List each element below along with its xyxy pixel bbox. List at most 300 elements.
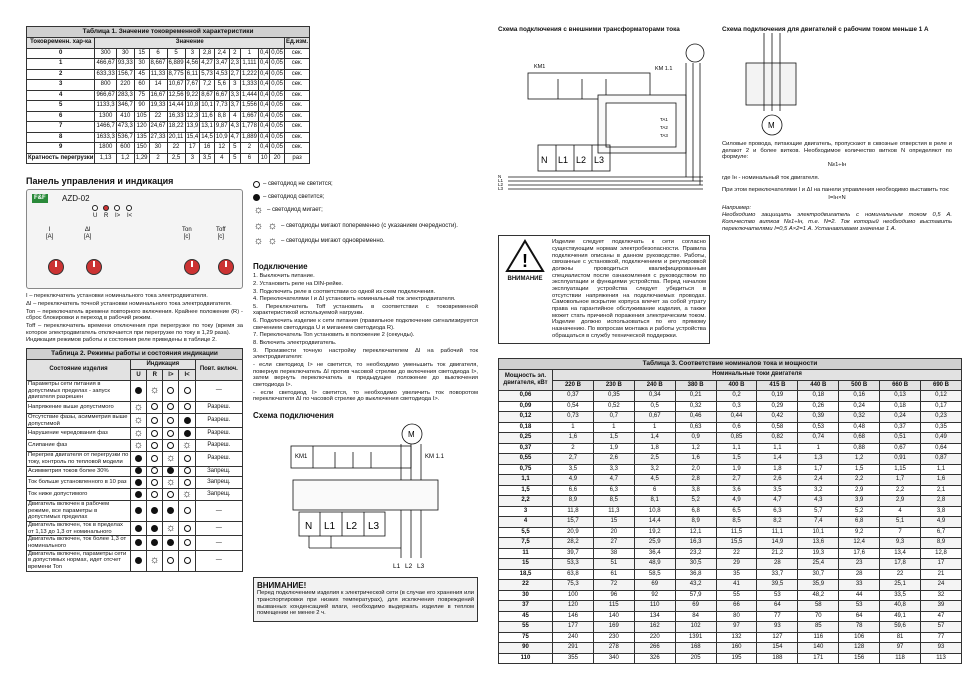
table-cell: 5,7 — [798, 506, 839, 517]
connection-step: 5. Переключатель Toff установить в соответствии с токовременной характеристикой используемой нагрузки. — [253, 303, 478, 317]
legend-text: – светодиод светится; — [263, 194, 325, 201]
table-cell: 2 — [229, 48, 240, 59]
table-cell: 93 — [921, 643, 962, 654]
table-cell: 8,9 — [553, 496, 594, 507]
table-cell: 19,3 — [798, 548, 839, 559]
table-cell: 0,35 — [921, 422, 962, 433]
led-on-icon — [151, 507, 158, 514]
table-cell: 18,5 — [499, 569, 553, 580]
table-cell: 1 — [27, 59, 95, 70]
scheme3-text1: Силовые провода, питающие двигатель, пропускают в сквозные отверстия в реле и делают 2 и более витков. Необходимое количество витков N определяют по формуле: — [722, 141, 952, 161]
scheme1-km: KM1 — [295, 454, 308, 461]
table-cell: 660 В — [880, 380, 921, 391]
table-cell: 0,05 — [270, 59, 285, 70]
table-cell: 3,8 — [675, 485, 716, 496]
table-cell: 0,23 — [921, 412, 962, 423]
scheme2-km: KM1 — [534, 64, 546, 71]
table-cell: 0,05 — [270, 48, 285, 59]
table-cell: 0,88 — [839, 443, 880, 454]
table-cell: 0,16 — [839, 391, 880, 402]
table-row — [499, 611, 962, 622]
table-cell: 24,67 — [149, 122, 167, 133]
table-cell: 110 — [499, 653, 553, 664]
table-cell: 2,5 — [634, 454, 675, 465]
table-cell: 27 — [593, 538, 634, 549]
table-cell: 5,1 — [880, 517, 921, 528]
table-cell: 633,33 — [95, 69, 116, 80]
blinking-led-icon: ☼ — [149, 554, 160, 567]
table-cell: 0,12 — [921, 391, 962, 402]
table-cell: 0,4 — [258, 111, 269, 122]
table-row — [499, 601, 962, 612]
table-cell: 0,4 — [258, 101, 269, 112]
indicator-cell — [147, 501, 163, 522]
table-cell: 45 — [134, 69, 149, 80]
table-cell: сек. — [284, 132, 309, 143]
table-row — [27, 143, 310, 154]
table-row — [27, 501, 243, 522]
table-cell: 1,6 — [553, 433, 594, 444]
indicator-cell — [131, 466, 147, 477]
table-row — [499, 454, 962, 465]
led-on-icon — [135, 387, 142, 394]
table-cell: 0,26 — [798, 401, 839, 412]
table-cell: 5 — [229, 153, 240, 164]
table-cell: 156 — [839, 653, 880, 664]
table-cell: 28 — [839, 569, 880, 580]
indicator-cell — [163, 522, 179, 536]
scheme2-transformers — [660, 117, 668, 138]
table-cell: 6,8 — [839, 517, 880, 528]
table-cell: 32 — [921, 590, 962, 601]
table-cell: 0,05 — [270, 101, 285, 112]
table-cell: 4,3 — [798, 496, 839, 507]
indicator-cell — [147, 380, 163, 401]
scheme3-text — [722, 141, 952, 232]
table-cell: 4,9 — [921, 517, 962, 528]
table-cell: Повт. включ. — [195, 359, 242, 380]
table-cell: 326 — [634, 653, 675, 664]
table-cell: 37 — [499, 601, 553, 612]
legend-row — [253, 204, 478, 217]
table-cell: Таблица 1. Значение токовременной характеристики — [27, 27, 310, 38]
line-label: N — [498, 174, 502, 180]
table-cell: 2,5 — [167, 153, 185, 164]
table-cell: 2,2 — [880, 485, 921, 496]
indicator-cell — [179, 536, 195, 550]
table-cell: 55 — [716, 590, 757, 601]
table-cell: 177 — [553, 622, 594, 633]
table-cell: 2 — [27, 69, 95, 80]
led-on-icon — [167, 507, 174, 514]
table-cell: 0,74 — [798, 433, 839, 444]
table-cell: — — [195, 536, 242, 550]
table-cell: 2,8 — [200, 48, 215, 59]
table-cell: Токовременн. хар-ка — [27, 38, 95, 49]
table-cell: 0,19 — [757, 391, 798, 402]
led-label: R — [104, 213, 109, 220]
scheme1-bottom-labels — [393, 563, 425, 570]
table-cell: 5 — [167, 48, 185, 59]
table-cell: 0,53 — [798, 422, 839, 433]
indicator-cell — [179, 452, 195, 466]
table-cell: 0,18 — [880, 401, 921, 412]
table-cell: 2 — [149, 153, 167, 164]
led-off-icon — [167, 417, 174, 424]
table-cell: 2 — [553, 443, 594, 454]
table-cell: U — [131, 370, 147, 381]
led-on-icon — [184, 430, 191, 437]
table-cell: 61 — [593, 569, 634, 580]
table-row — [27, 111, 310, 122]
table-cell: Параметры сети питания в допустимых пределах - запуск двигателя разрешен — [27, 380, 131, 401]
table-cell: 966,67 — [95, 90, 116, 101]
led-label: I< — [127, 213, 133, 220]
table-cell: 19,2 — [634, 527, 675, 538]
description-line: I – переключатель установки номинального тока электродвигателя. — [26, 293, 208, 300]
connection-step: 8. Включить электродвигатель. — [253, 340, 337, 347]
table-cell: 380 В — [675, 380, 716, 391]
table-cell: 6 — [240, 153, 258, 164]
table-cell: 0,4 — [258, 59, 269, 70]
table-cell: 75,3 — [553, 580, 594, 591]
table-cell: 1,4 — [757, 454, 798, 465]
table-cell: 3,2 — [634, 464, 675, 475]
indicator-cell — [131, 522, 147, 536]
table-cell: 0,5 — [634, 401, 675, 412]
table-cell: 1,6 — [921, 475, 962, 486]
table-row — [27, 48, 310, 59]
table-cell: 0,54 — [553, 401, 594, 412]
table-cell: 4,7 — [229, 132, 240, 143]
table-row — [27, 536, 243, 550]
table-cell: 5,5 — [499, 527, 553, 538]
table-cell: 0,51 — [880, 433, 921, 444]
led-off-icon — [167, 491, 174, 498]
led-off-icon — [184, 557, 191, 564]
table-cell: 0,49 — [921, 433, 962, 444]
table-cell: I< — [179, 370, 195, 381]
indicator-cell — [179, 380, 195, 401]
table-cell: 16,67 — [149, 90, 167, 101]
table-cell: 5,6 — [214, 80, 229, 91]
table-cell: 51 — [593, 559, 634, 570]
table-cell: 0,82 — [757, 433, 798, 444]
table-cell: 3 — [499, 506, 553, 517]
table-cell: 160 — [716, 643, 757, 654]
led-on-icon — [135, 479, 142, 486]
table-cell: 8,9 — [675, 517, 716, 528]
table-cell: 66 — [716, 601, 757, 612]
table-cell: 33,5 — [880, 590, 921, 601]
table-cell: 6,8 — [675, 506, 716, 517]
legend-row — [253, 235, 478, 248]
table-cell: 8,8 — [214, 111, 229, 122]
table-cell: 69 — [634, 580, 675, 591]
table-row — [499, 380, 962, 391]
table-cell: 127 — [757, 632, 798, 643]
table-cell: 22 — [716, 548, 757, 559]
table-row — [499, 580, 962, 591]
line-label: L2 — [498, 182, 504, 188]
blinking-led-icon: ☼ — [133, 414, 144, 427]
table-cell: 1 — [553, 422, 594, 433]
table-row — [27, 440, 243, 452]
table-cell: 0,55 — [499, 454, 553, 465]
indicator-cell — [131, 536, 147, 550]
control-panel-illustration — [26, 189, 243, 289]
table-row — [27, 59, 310, 70]
table-cell: 14,9 — [757, 538, 798, 549]
table-cell: 230 — [593, 632, 634, 643]
table-cell: Индикация — [131, 359, 196, 370]
indicator-cell — [147, 413, 163, 427]
led-on-icon — [135, 539, 142, 546]
knob-label: I [A] — [46, 227, 54, 241]
table-cell: 0,05 — [270, 69, 285, 80]
table-cell: 3,9 — [839, 496, 880, 507]
warning-title: ВНИМАНИЕ! — [257, 581, 307, 591]
indicator-cell — [163, 380, 179, 401]
warning-text: Перед подключением изделия к электрической сети (в случае его хранения или транспортировки при низких температурах), для исключения повреждений вызванных конденсацией влаги, необходимо выдержать изделие в теплом помещении не менее 2 ч. — [257, 590, 474, 617]
indicator-cell — [147, 452, 163, 466]
indicator-cell — [179, 401, 195, 413]
legend-row — [253, 217, 478, 235]
table-cell: 20 — [593, 527, 634, 538]
table-cell: 8,5 — [716, 517, 757, 528]
table-cell: 0,32 — [675, 401, 716, 412]
table-cell: 1,222 — [240, 69, 258, 80]
description-line: Toff – переключатель времени отключения при перегрузке по току (время за которое электродвигатель отключается при перегрузке по току в 1,29 раза). — [26, 322, 243, 336]
table-cell: 15 — [593, 517, 634, 528]
table3 — [498, 358, 962, 664]
table-cell: 7 — [27, 122, 95, 133]
table-cell: 15,7 — [553, 517, 594, 528]
table-cell: 0,17 — [921, 401, 962, 412]
table-row — [27, 413, 243, 427]
table-cell: Разреш. — [195, 413, 242, 427]
table-cell: 240 — [553, 632, 594, 643]
scheme3-formula2: I=Iн×N — [828, 195, 846, 202]
table-cell: 6 — [634, 485, 675, 496]
table-cell: 0,21 — [675, 391, 716, 402]
table-cell: 355 — [553, 653, 594, 664]
warning2-text: Изделие следует подключать к сети согласно существующим нормам электробезопасности. Правила подключения описаны в данном руководстве. Работы, связанные с установкой, подключением и регулировкой должны проводиться квалифицированным специалистом после ознакомления с руководством по эксплуатации и функциями устройства. Перед началом эксплуатации устройства следует убедиться в отсутствии напряжения на подключаемых проводах. Самовольное вскрытие корпуса влечет за собой утрату права на гарантийное обслуживание изделия, а также может стать причиной поражения электрическим током. Изделие должно использоваться по его прямому назначению. По вопросам монтажа и работы устройства обращаться в службу технической поддержки. — [552, 239, 706, 339]
line-label: L3 — [498, 186, 504, 192]
table-cell: Двигатель включен, ток более 1,3 от номинального — [27, 536, 131, 550]
table-row — [27, 348, 243, 359]
table-cell: 72 — [593, 580, 634, 591]
table-row — [27, 122, 310, 133]
table-cell: Асимметрия токов более 30% — [27, 466, 131, 477]
led-off-icon — [151, 442, 158, 449]
table-cell: 0,87 — [921, 454, 962, 465]
line-label: L2 — [405, 563, 413, 571]
table-cell: Номинальные токи двигателя — [553, 370, 962, 381]
table-cell: 3 — [185, 153, 200, 164]
led-off-icon — [184, 467, 191, 474]
table-cell: 0,37 — [499, 443, 553, 454]
table-cell: 16,33 — [167, 111, 185, 122]
table-row — [27, 428, 243, 440]
indicator-cell — [179, 466, 195, 477]
table-cell: 0,7 — [593, 412, 634, 423]
table-cell: 19,33 — [149, 101, 167, 112]
table-cell: 17,8 — [880, 559, 921, 570]
indicator-cell — [163, 440, 179, 452]
table-cell: 47 — [921, 611, 962, 622]
table-cell: 220 — [116, 80, 134, 91]
table-cell: Кратность перегрузки — [27, 153, 95, 164]
table-cell: 9,2 — [839, 527, 880, 538]
table-cell: 0,67 — [880, 443, 921, 454]
table-row — [27, 380, 243, 401]
table-cell: 3,3 — [229, 90, 240, 101]
table-cell: 12 — [214, 143, 229, 154]
line-label: L1 — [498, 178, 504, 184]
table-cell: 75 — [134, 90, 149, 101]
table-cell: 2,8 — [921, 496, 962, 507]
table-cell: 0,24 — [839, 401, 880, 412]
table-cell: 0,37 — [553, 391, 594, 402]
panel-description — [26, 293, 243, 344]
table-cell: 128 — [839, 643, 880, 654]
table-cell: 20,9 — [553, 527, 594, 538]
table-cell: 0,3 — [716, 401, 757, 412]
table-cell: 1,3 — [798, 454, 839, 465]
table-cell: 3 — [229, 80, 240, 91]
table-cell: Запрещ. — [195, 489, 242, 501]
table-cell: 1,29 — [134, 153, 149, 164]
table-cell: Двигатель включен, ток в пределах от 1,13 до 1,3 от номинального — [27, 522, 131, 536]
table-row — [27, 522, 243, 536]
table-cell: 0,4 — [258, 48, 269, 59]
table-cell: R — [147, 370, 163, 381]
table-cell: 266 — [634, 643, 675, 654]
table-cell: 6,3 — [757, 506, 798, 517]
table-cell: сек. — [284, 59, 309, 70]
table-cell: 0,4 — [258, 143, 269, 154]
led-off-icon — [184, 403, 191, 410]
table-cell: Таблица 2. Режимы работы и состояния индикации — [27, 348, 243, 359]
table-cell: 10,1 — [798, 527, 839, 538]
table-cell: 58 — [798, 601, 839, 612]
blinking-led-icon: ☼ — [165, 522, 176, 535]
table-cell: Отсутствие фазы, асимметрия выше допустимой — [27, 413, 131, 427]
table-cell: 7,5 — [499, 538, 553, 549]
indicator-cell — [179, 428, 195, 440]
table-cell: 102 — [675, 622, 716, 633]
scheme3-example-title: Например: — [722, 204, 752, 211]
table2 — [26, 348, 243, 572]
blinking-led-icon: ☼ — [253, 235, 264, 247]
scheme2-diagram — [498, 33, 708, 193]
table-cell: 146 — [553, 611, 594, 622]
table-cell: 35,9 — [798, 580, 839, 591]
table-cell: 39,5 — [757, 580, 798, 591]
scheme1-motor-label: M — [408, 430, 415, 440]
scheme1-km11: KM 1.1 — [425, 454, 445, 461]
table-cell: 11,6 — [200, 111, 215, 122]
table-cell: 4 — [214, 153, 229, 164]
led-off-icon — [184, 479, 191, 486]
table-row — [499, 475, 962, 486]
table-cell: 11,3 — [593, 506, 634, 517]
table-cell: 3,8 — [921, 506, 962, 517]
table-cell: 48,9 — [634, 559, 675, 570]
indicator-cell — [131, 413, 147, 427]
table-cell: 10,67 — [167, 80, 185, 91]
blinking-led-icon: ☼ — [267, 235, 278, 247]
table-cell: 4 — [880, 506, 921, 517]
table-cell: 1,333 — [240, 80, 258, 91]
table-cell: 188 — [757, 653, 798, 664]
table-cell: 2,3 — [229, 59, 240, 70]
table-cell: 3,7 — [229, 101, 240, 112]
table-cell: 17 — [185, 143, 200, 154]
table-cell: Значение — [95, 38, 285, 49]
table-cell: 0,46 — [675, 412, 716, 423]
led-label: U — [93, 213, 98, 220]
table-cell: 278 — [593, 643, 634, 654]
table-cell: 106 — [839, 632, 880, 643]
table-cell: 17,6 — [839, 548, 880, 559]
table-cell: 12,56 — [167, 90, 185, 101]
terminal-label: N — [541, 155, 548, 166]
table-cell: 90 — [134, 101, 149, 112]
table-cell: 70 — [798, 611, 839, 622]
indicator-cell — [163, 413, 179, 427]
indicator-cell — [163, 452, 179, 466]
table-cell: 0,34 — [634, 391, 675, 402]
line-label: L3 — [417, 563, 425, 571]
table-cell: 17 — [921, 559, 962, 570]
table-cell: 11 — [499, 548, 553, 559]
table-cell: Запрещ. — [195, 466, 242, 477]
table-cell: 1,5 — [593, 433, 634, 444]
table-row — [499, 517, 962, 528]
table-row — [27, 38, 310, 49]
table-cell: сек. — [284, 48, 309, 59]
table-cell: 25,4 — [798, 559, 839, 570]
table-row — [499, 527, 962, 538]
led-on-icon — [151, 525, 158, 532]
led-legend — [253, 178, 478, 248]
led-off-icon — [167, 387, 174, 394]
table-cell: 8,775 — [167, 69, 185, 80]
connection-step: 6. Подключить изделие к сети питания (правильное подключение сигнализируется свечением светодиода U и миганием светодиода R). — [253, 318, 478, 331]
table-cell: 115 — [593, 601, 634, 612]
indicator-cell — [179, 477, 195, 489]
table-cell: 90 — [499, 643, 553, 654]
table-cell: 0,4 — [258, 80, 269, 91]
table-cell: 0,67 — [634, 412, 675, 423]
led-off-icon — [151, 467, 158, 474]
indicator-cell — [147, 466, 163, 477]
connection-step: 4. Переключателями I и ΔI установить номинальный ток электродвигателя. — [253, 296, 456, 303]
led-on-icon — [167, 467, 174, 474]
table-cell: 0,4 — [258, 122, 269, 133]
table-cell: 0,63 — [675, 422, 716, 433]
table-cell: 53 — [757, 590, 798, 601]
indicator-cell — [163, 401, 179, 413]
table-cell: 6,67 — [214, 90, 229, 101]
table-cell: 1,6 — [675, 454, 716, 465]
table-cell: Двигатель включен в рабочем режиме, все параметры в допустимых пределах — [27, 501, 131, 522]
table-cell: сек. — [284, 90, 309, 101]
led-off-icon — [151, 430, 158, 437]
table-cell: 1,667 — [240, 111, 258, 122]
